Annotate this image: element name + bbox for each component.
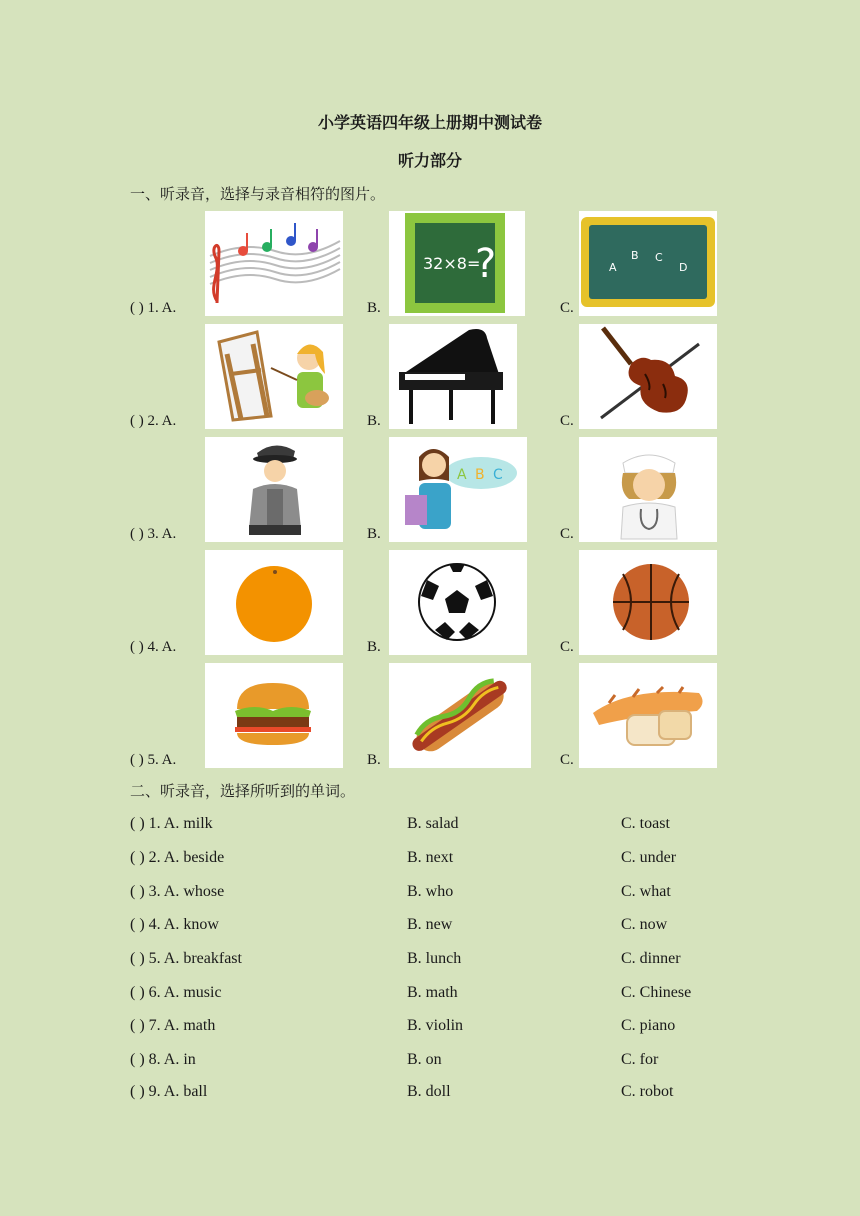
option-a: ( ) 9. A. ball — [130, 1083, 208, 1100]
option-b: B. new — [407, 916, 453, 933]
word-question-row — [0, 883, 860, 907]
question-row — [0, 437, 860, 543]
option-b: B. next — [407, 849, 454, 866]
option-b-label: B. — [367, 526, 381, 542]
option-b: B. violin — [407, 1017, 464, 1034]
word-question-row — [0, 950, 860, 974]
word-question-row — [0, 916, 860, 940]
question-number: ( ) 5. A. — [130, 752, 177, 768]
option-a: ( ) 1. A. milk — [130, 815, 213, 832]
basketball-icon[interactable] — [579, 550, 717, 655]
word-question-row — [0, 1051, 860, 1075]
soccer-ball-icon[interactable] — [389, 550, 527, 655]
option-b-label: B. — [367, 300, 381, 316]
option-c: C. dinner — [621, 950, 681, 967]
violin-icon[interactable] — [579, 324, 717, 429]
hamburger-icon[interactable] — [205, 663, 343, 768]
music-notes-icon[interactable] — [205, 211, 343, 316]
word-question-row — [0, 849, 860, 873]
option-c: C. toast — [621, 815, 670, 832]
option-b: B. salad — [407, 815, 459, 832]
painter-easel-icon[interactable] — [205, 324, 343, 429]
bread-icon[interactable] — [579, 663, 717, 768]
word-question-row — [0, 1083, 860, 1107]
option-c: C. what — [621, 883, 671, 900]
option-c-label: C. — [560, 752, 574, 768]
section1-heading: 一、听录音，选择与录音相符的图片。 — [130, 185, 386, 203]
question-row — [0, 211, 860, 317]
word-question-row — [0, 984, 860, 1008]
option-c-label: C. — [560, 413, 574, 429]
svg-text:?: ? — [475, 241, 497, 287]
option-c: C. robot — [621, 1083, 674, 1100]
svg-text:B: B — [475, 467, 485, 483]
svg-text:32×8=: 32×8= — [423, 254, 481, 273]
question-row — [0, 663, 860, 769]
svg-text:C: C — [655, 251, 663, 264]
svg-text:C: C — [493, 467, 503, 483]
section2-heading: 二、听录音，选择所听到的单词。 — [130, 782, 356, 800]
option-c: C. for — [621, 1051, 659, 1068]
page-subtitle: 听力部分 — [397, 151, 462, 170]
option-a: ( ) 5. A. breakfast — [130, 950, 242, 967]
svg-text:A: A — [457, 467, 467, 483]
police-officer-icon[interactable] — [205, 437, 343, 542]
teacher-icon[interactable] — [389, 437, 527, 542]
math-board-icon[interactable] — [389, 211, 525, 316]
option-b: B. who — [407, 883, 454, 900]
abc-board-icon[interactable] — [579, 211, 717, 316]
option-c-label: C. — [560, 639, 574, 655]
orange-icon[interactable] — [205, 550, 343, 655]
option-a: ( ) 2. A. beside — [130, 849, 225, 866]
svg-text:D: D — [679, 261, 688, 274]
option-c: C. under — [621, 849, 677, 866]
svg-text:A: A — [609, 261, 617, 274]
option-c: C. Chinese — [621, 984, 692, 1001]
option-c-label: C. — [560, 526, 574, 542]
option-a: ( ) 8. A. in — [130, 1051, 196, 1068]
option-b-label: B. — [367, 752, 381, 768]
question-number: ( ) 1. A. — [130, 300, 177, 316]
question-number: ( ) 2. A. — [130, 413, 177, 429]
option-c: C. piano — [621, 1017, 676, 1034]
question-row — [0, 550, 860, 656]
option-a: ( ) 6. A. music — [130, 984, 222, 1001]
hot-dog-icon[interactable] — [389, 663, 531, 768]
grand-piano-icon[interactable] — [389, 324, 517, 429]
option-c-label: C. — [560, 300, 574, 316]
question-number: ( ) 3. A. — [130, 526, 177, 542]
option-b-label: B. — [367, 413, 381, 429]
word-question-row — [0, 815, 860, 839]
word-question-row — [0, 1017, 860, 1041]
option-b: B. lunch — [407, 950, 462, 967]
option-a: ( ) 3. A. whose — [130, 883, 225, 900]
option-a: ( ) 4. A. know — [130, 916, 219, 933]
option-c: C. now — [621, 916, 668, 933]
nurse-icon[interactable] — [579, 437, 717, 542]
option-a: ( ) 7. A. math — [130, 1017, 216, 1034]
page-title: 小学英语四年级上册期中测试卷 — [317, 113, 542, 132]
option-b: B. doll — [407, 1083, 451, 1100]
option-b: B. math — [407, 984, 458, 1001]
question-number: ( ) 4. A. — [130, 639, 177, 655]
option-b: B. on — [407, 1051, 442, 1068]
option-b-label: B. — [367, 639, 381, 655]
question-row — [0, 324, 860, 430]
svg-text:B: B — [631, 249, 639, 262]
